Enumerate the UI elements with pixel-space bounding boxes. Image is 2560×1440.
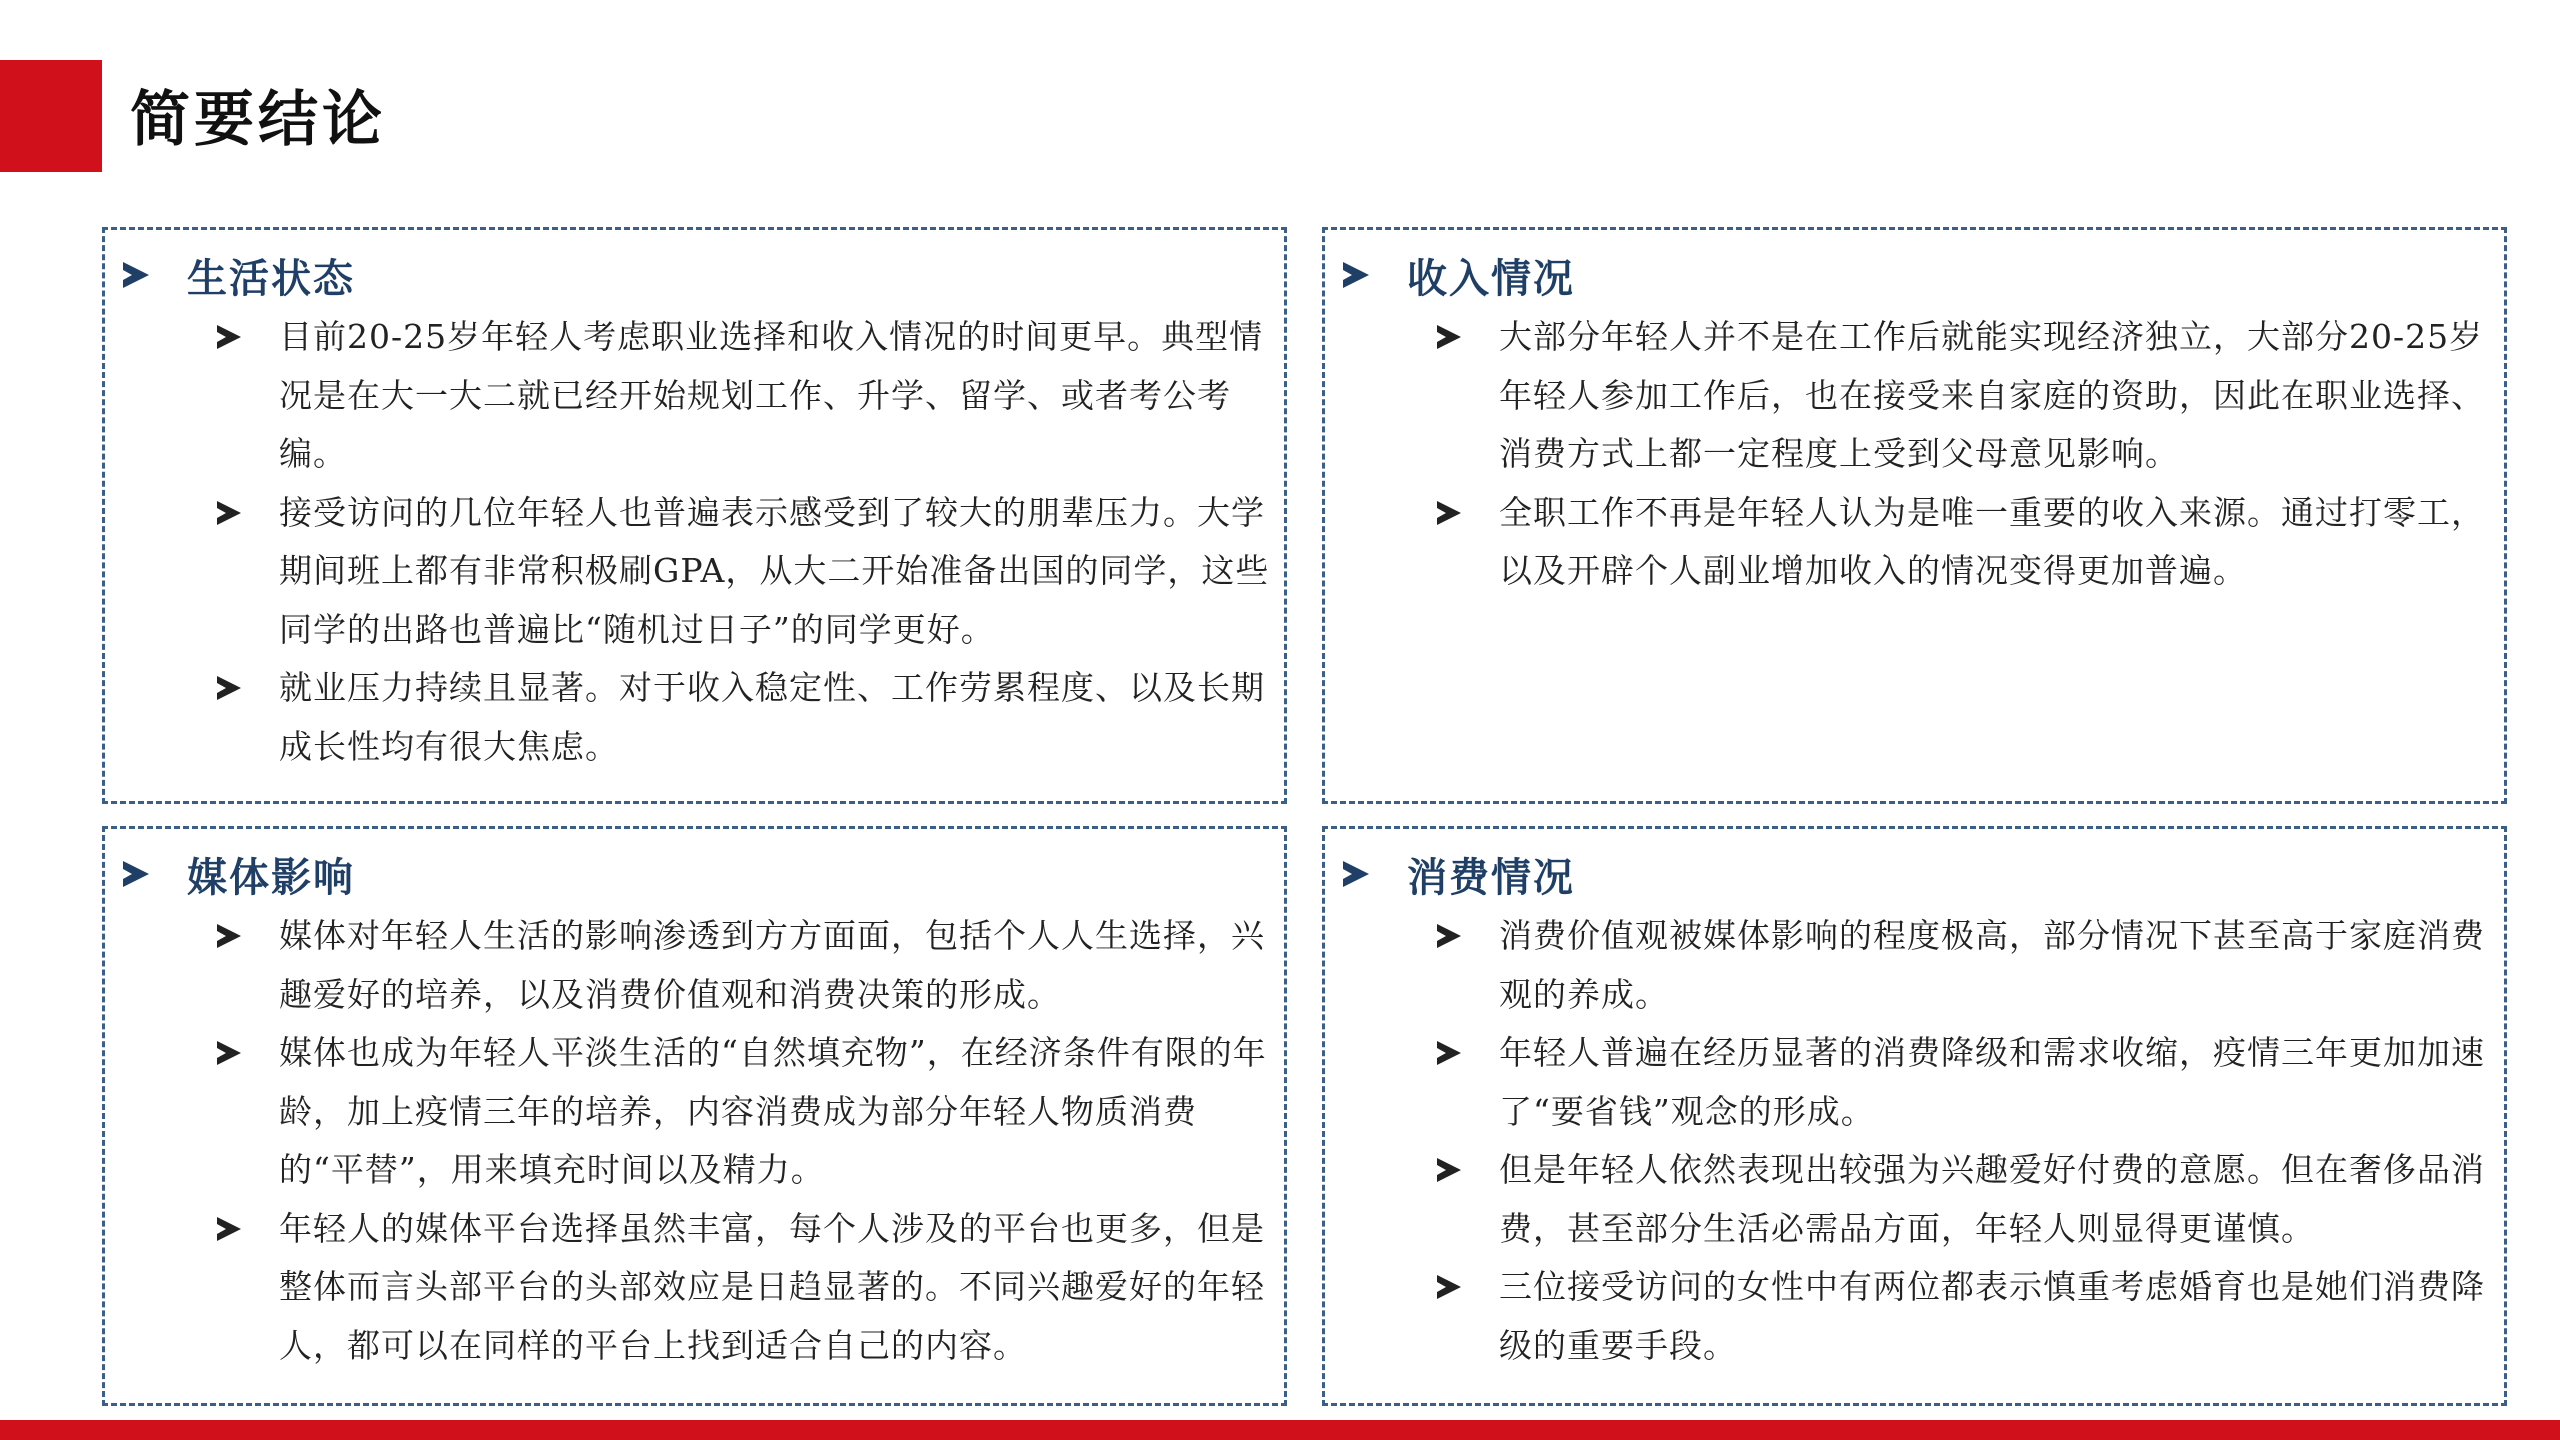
section-header	[1343, 245, 1575, 305]
list-item-text: 全职工作不再是年轻人认为是唯一重要的收入来源。通过打零工，以及开辟个人副业增加收入的情况变得更加普遍。	[1499, 492, 2485, 590]
section-title: 收入情况	[1407, 254, 1575, 302]
arrowhead-bullet-icon	[1437, 325, 1461, 349]
list-item-text: 媒体也成为年轻人平淡生活的“自然填充物”，在经济条件有限的年龄，加上疫情三年的培养，内容消费成为部分年轻人物质消费的“平替”，用来填充时间以及精力。	[279, 1033, 1267, 1189]
section-life	[102, 227, 1287, 804]
arrowhead-bullet-icon	[217, 1217, 241, 1241]
footer-accent-bar	[0, 1420, 2560, 1440]
arrowhead-bullet-icon	[217, 924, 241, 948]
list-item-text: 接受访问的几位年轻人也普遍表示感受到了较大的朋辈压力。大学期间班上都有非常积极刷GPA，从大二开始准备出国的同学，这些同学的出路也普遍比“随机过日子”的同学更好。	[279, 492, 1270, 649]
section-income	[1322, 227, 2507, 804]
list-item	[1437, 1024, 2494, 1141]
list-item	[1437, 308, 2494, 484]
section-header	[123, 245, 355, 305]
section-header	[1343, 844, 1575, 904]
bullet-list	[217, 907, 1274, 1375]
list-item	[1437, 1141, 2494, 1258]
bullet-list	[1437, 907, 2494, 1375]
list-item-text: 媒体对年轻人生活的影响渗透到方方面面，包括个人人生选择，兴趣爱好的培养，以及消费价值观和消费决策的形成。	[279, 916, 1265, 1014]
section-media	[102, 826, 1287, 1406]
arrowhead-bullet-icon	[1437, 501, 1461, 525]
arrowhead-bullet-icon	[217, 325, 241, 349]
arrowhead-bullet-icon	[123, 861, 149, 887]
list-item-text: 消费价值观被媒体影响的程度极高，部分情况下甚至高于家庭消费观的养成。	[1499, 916, 2485, 1014]
arrowhead-bullet-icon	[217, 676, 241, 700]
section-header	[123, 844, 355, 904]
arrowhead-bullet-icon	[1437, 924, 1461, 948]
section-title: 生活状态	[187, 254, 355, 302]
list-item	[217, 308, 1274, 484]
list-item-text: 三位接受访问的女性中有两位都表示慎重考虑婚育也是她们消费降级的重要手段。	[1499, 1267, 2485, 1365]
bullet-list	[217, 308, 1274, 776]
list-item	[217, 1200, 1274, 1376]
list-item	[1437, 907, 2494, 1024]
title-accent-bar	[0, 60, 102, 172]
list-item-text: 目前20-25岁年轻人考虑职业选择和收入情况的时间更早。典型情况是在大一大二就已经开始规划工作、升学、留学、或者考公考编。	[279, 317, 1264, 473]
arrowhead-bullet-icon	[1437, 1158, 1461, 1182]
page-title: 简要结论	[130, 85, 386, 155]
arrowhead-bullet-icon	[1343, 861, 1369, 887]
list-item-text: 但是年轻人依然表现出较强为兴趣爱好付费的意愿。但在奢侈品消费，甚至部分生活必需品方面，年轻人则显得更谨慎。	[1499, 1150, 2485, 1248]
list-item	[1437, 1258, 2494, 1375]
list-item	[217, 907, 1274, 1024]
bullet-list	[1437, 308, 2494, 601]
list-item-text: 就业压力持续且显著。对于收入稳定性、工作劳累程度、以及长期成长性均有很大焦虑。	[279, 668, 1265, 766]
list-item-text: 大部分年轻人并不是在工作后就能实现经济独立，大部分20-25岁年轻人参加工作后，也在接受来自家庭的资助，因此在职业选择、消费方式上都一定程度上受到父母意见影响。	[1499, 317, 2485, 473]
list-item	[217, 484, 1274, 660]
list-item	[217, 659, 1274, 776]
arrowhead-bullet-icon	[1437, 1275, 1461, 1299]
section-title: 媒体影响	[187, 853, 355, 901]
list-item-text: 年轻人的媒体平台选择虽然丰富，每个人涉及的平台也更多，但是整体而言头部平台的头部效应是日趋显著的。不同兴趣爱好的年轻人，都可以在同样的平台上找到适合自己的内容。	[279, 1208, 1265, 1365]
list-item	[1437, 484, 2494, 601]
section-title: 消费情况	[1407, 853, 1575, 901]
list-item-text: 年轻人普遍在经历显著的消费降级和需求收缩，疫情三年更加加速了“要省钱”观念的形成。	[1499, 1033, 2485, 1131]
arrowhead-bullet-icon	[123, 262, 149, 288]
list-item	[217, 1024, 1274, 1200]
arrowhead-bullet-icon	[1343, 262, 1369, 288]
arrowhead-bullet-icon	[217, 1041, 241, 1065]
arrowhead-bullet-icon	[1437, 1041, 1461, 1065]
arrowhead-bullet-icon	[217, 501, 241, 525]
section-consumption	[1322, 826, 2507, 1406]
